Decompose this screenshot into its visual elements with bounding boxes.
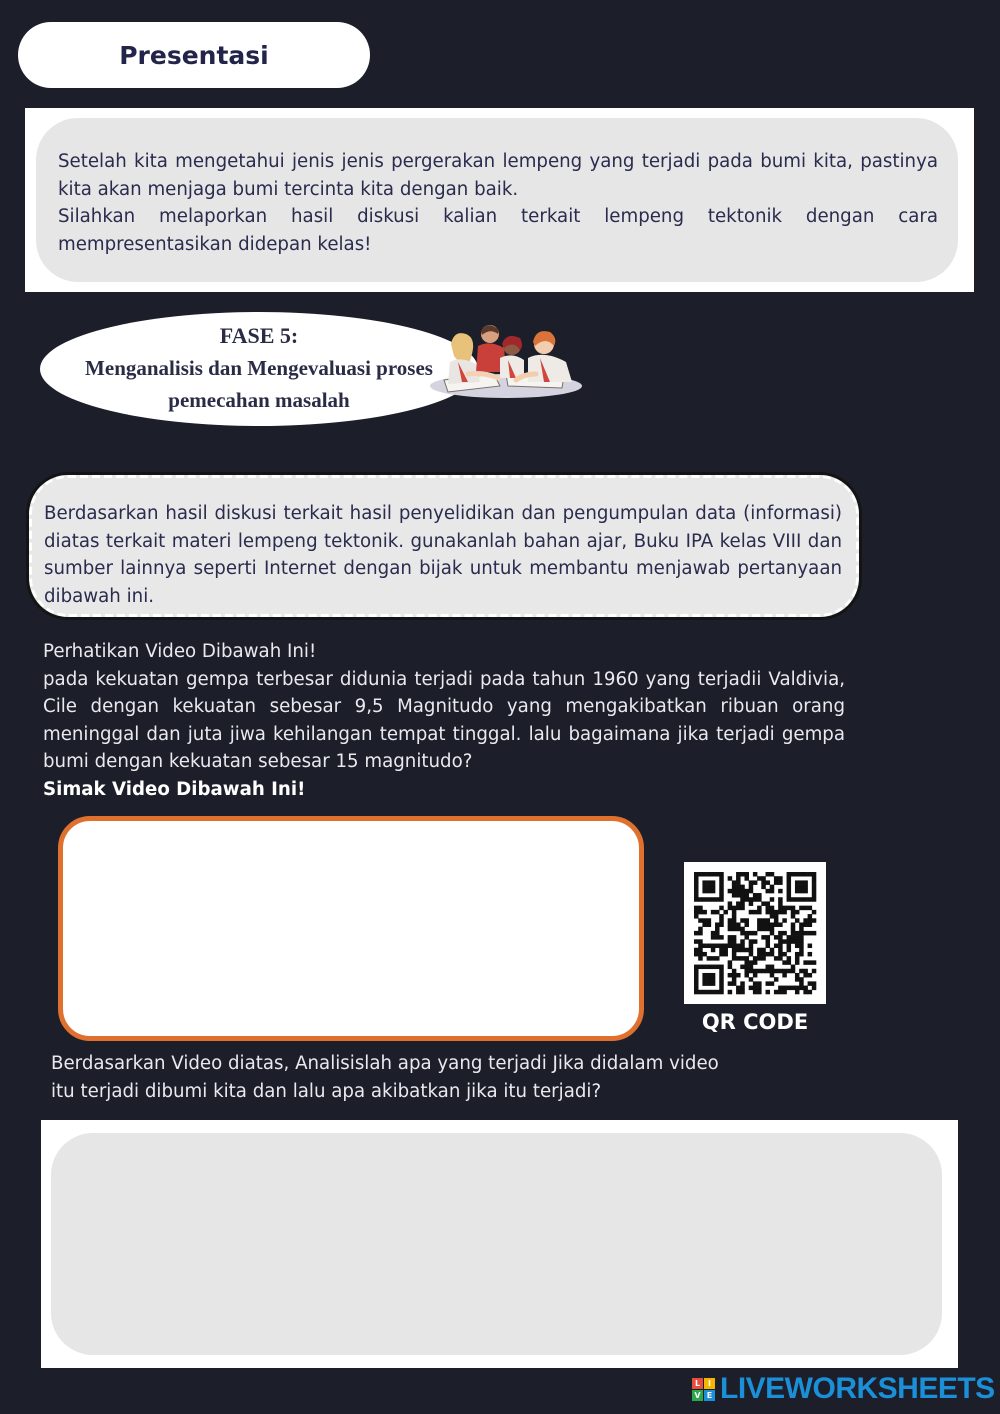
qr-code-label: QR CODE <box>701 1010 809 1034</box>
logo-letter: I <box>704 1378 715 1389</box>
video-heading: Perhatikan Video Dibawah Ini! <box>43 641 317 662</box>
page-title: Presentasi <box>18 22 370 88</box>
video-player[interactable] <box>58 816 644 1041</box>
video-body-text: pada kekuatan gempa terbesar didunia terjadi pada tahun 1960 yang terjadii Valdivia, Cile dengan kekuatan sebesar 9,5 Magnitudo yang mengakibatkan ribuan orang meninggal dan juta jiwa kehilangan tempat tinggal. lalu bagaimana jika terjadi gempa bumi dengan kekuatan sebesar 15 magnitudo? <box>43 668 845 772</box>
logo-letter: V <box>692 1390 703 1401</box>
analysis-question: Berdasarkan Video diatas, Analisislah apa yang terjadi Jika didalam video itu terjadi dibumi kita dan lalu apa akibatkan jika itu terjadi? <box>51 1053 719 1102</box>
video-intro-section <box>43 638 845 803</box>
logo-wordmark: LIVEWORKSHEETS <box>720 1372 995 1405</box>
liveworksheets-logo <box>692 1372 995 1406</box>
intro-text-1: Setelah kita mengetahui jenis jenis pergerakan lempeng yang terjadi pada bumi kita, pastinya kita akan menjaga bumi tercinta kita dengan baik. <box>58 151 938 200</box>
fase-subtitle-line2: pemecahan masalah <box>168 388 350 412</box>
logo-letter: L <box>692 1378 703 1389</box>
fase-title: FASE 5: <box>219 323 299 348</box>
fase-subtitle-line1: Menganalisis dan Mengevaluasi proses <box>85 356 433 380</box>
instruction-box <box>28 474 860 618</box>
answer-input[interactable] <box>51 1133 942 1355</box>
intro-box <box>36 118 958 282</box>
students-illustration <box>424 316 584 402</box>
intro-text-2: Silahkan melaporkan hasil diskusi kalian terkait lempeng tektonik dengan cara mempresentasikan didepan kelas! <box>58 206 938 255</box>
fase-heading <box>40 312 478 426</box>
qr-code-icon <box>684 862 826 1004</box>
intro-panel <box>25 108 974 292</box>
video-cta: Simak Video Dibawah Ini! <box>43 778 306 800</box>
logo-badge-icon <box>692 1378 715 1401</box>
answer-panel <box>41 1120 958 1368</box>
logo-letter: E <box>704 1390 715 1401</box>
qr-code-container <box>684 862 826 1004</box>
instruction-text: Berdasarkan hasil diskusi terkait hasil penyelidikan dan pengumpulan data (informasi) diatas terkait materi lempeng tektonik. gunakanlah bahan ajar, Buku IPA kelas VIII dan sumber lainnya seperti Internet dengan bijak untuk membantu menjawab pertanyaan dibawah ini. <box>44 503 842 607</box>
